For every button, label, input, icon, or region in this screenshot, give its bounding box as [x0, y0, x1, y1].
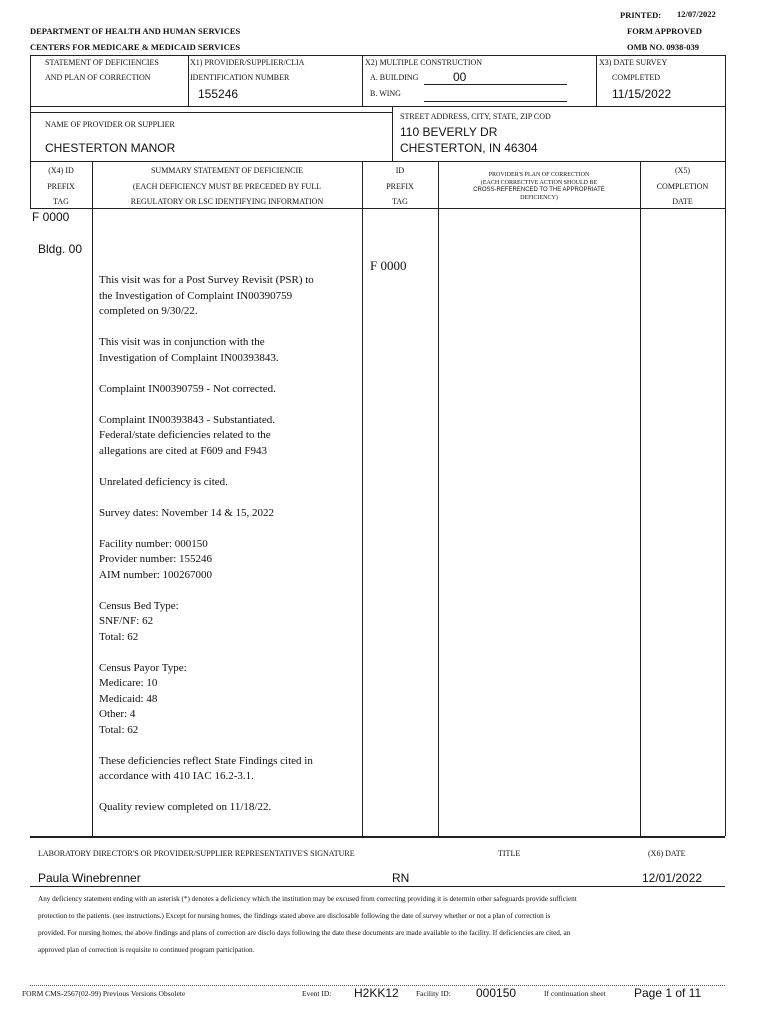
- rule: [725, 161, 726, 836]
- rule: [188, 55, 189, 106]
- summary-line: allegations are cited at F609 and F943: [99, 444, 268, 457]
- rule: [596, 55, 597, 106]
- building-label: A. BUILDING: [370, 73, 419, 82]
- summary-paragraph: [99, 413, 357, 460]
- summary-line: Complaint IN00393843 - Substantiated.: [99, 413, 275, 426]
- survey-date-value: 11/15/2022: [612, 87, 672, 101]
- printed-date: 12/07/2022: [677, 9, 716, 19]
- facility-id-value: 000150: [476, 986, 517, 1000]
- summary-line: AIM number: 100267000: [99, 568, 213, 581]
- summary-line: Medicaid: 48: [99, 692, 158, 705]
- id-header-2: PREFIX: [386, 182, 414, 191]
- event-id-value: H2KK12: [354, 986, 399, 1000]
- plan-header-3: CROSS-REFERENCED TO THE APPROPRIATE: [473, 187, 605, 193]
- x1-label: X1) PROVIDER/SUPPLIER/CLIA: [190, 58, 305, 67]
- building-value: 00: [453, 70, 467, 84]
- rule: [30, 106, 31, 161]
- x4-header: (X4) ID: [48, 166, 74, 175]
- x5-header-3: DATE: [672, 197, 693, 206]
- summary-paragraph: [99, 335, 357, 366]
- printed-label: PRINTED:: [620, 10, 662, 20]
- signature-name: Paula Winebrenner: [38, 871, 141, 885]
- summary-paragraph: [99, 599, 357, 646]
- summary-line: Unrelated deficiency is cited.: [99, 475, 228, 488]
- x4-header-2: PREFIX: [47, 182, 75, 191]
- event-id-label: Event ID:: [302, 989, 332, 998]
- summary-header-2: (EACH DEFICIENCY MUST BE PRECEDED BY FULL: [132, 182, 322, 191]
- rule: [30, 112, 392, 113]
- rule: [725, 55, 726, 106]
- provider-name-label: NAME OF PROVIDER OR SUPPLIER: [45, 120, 175, 129]
- tag-right: F 0000: [370, 258, 407, 273]
- summary-line: Total: 62: [99, 630, 139, 643]
- plan-header-2: (EACH CORRECTIVE ACTION SHOULD BE: [480, 180, 598, 186]
- rule: [640, 161, 641, 836]
- summary-line: Investigation of Complaint IN00393843.: [99, 351, 279, 364]
- summary-line: Survey dates: November 14 & 15, 2022: [99, 506, 275, 519]
- department-name: DEPARTMENT OF HEALTH AND HUMAN SERVICES: [30, 26, 241, 36]
- summary-paragraph: [99, 754, 357, 785]
- page-number: Page 1 of 11: [634, 986, 702, 1000]
- x5-header: (X5): [674, 166, 691, 175]
- x3-label-2: COMPLETED: [612, 73, 660, 82]
- address-label: STREET ADDRESS, CITY, STATE, ZIP COD: [400, 112, 551, 121]
- form-approved: FORM APPROVED: [627, 26, 702, 36]
- id-header-3: TAG: [392, 197, 408, 206]
- rule: [725, 106, 726, 161]
- summary-header: SUMMARY STATEMENT OF DEFICIENCIE: [150, 166, 304, 175]
- rule: [30, 161, 725, 162]
- plan-header-4: DEFICIENCY): [520, 195, 558, 201]
- rule: [438, 161, 439, 836]
- signature-title: RN: [392, 871, 410, 885]
- summary-paragraph: [99, 661, 357, 739]
- rule: [30, 106, 725, 107]
- statement-label-2: AND PLAN OF CORRECTION: [45, 73, 151, 82]
- summary-paragraph: [99, 475, 357, 491]
- provider-name-value: CHESTERTON MANOR: [45, 141, 176, 155]
- summary-line: the Investigation of Complaint IN00390759: [99, 289, 293, 302]
- rule: [362, 55, 363, 106]
- centers-name: CENTERS FOR MEDICARE & MEDICAID SERVICES: [30, 42, 241, 52]
- statement-label: STATEMENT OF DEFICIENCIES: [45, 58, 159, 67]
- summary-paragraph: [99, 506, 357, 522]
- facility-id-label: Facility ID:: [416, 989, 451, 998]
- summary-line: This visit was in conjunction with the: [99, 336, 265, 348]
- disclaimer: Any deficiency statement ending with an asterisk (*) denotes a deficiency which the institution may be excused from correcting providing it is determin other safeguards provide sufficient protection to the patients. (see instructions.) Except for nursing homes, the findings stated above are disclosable following the date of survey whether or not a plan of correction is provided. For nursing homes, the above findings and plans of correction are disclo days following the date these documents are made available to the facility. If deficiencies are cited, an approved plan of correction is requisite to continued program participation.: [38, 895, 577, 954]
- summary-line: Quality review completed on 11/18/22.: [99, 801, 272, 813]
- summary-paragraph: [99, 273, 357, 320]
- address-line-2: CHESTERTON, IN 46304: [400, 141, 538, 155]
- continuation-label: If continuation sheet: [544, 989, 606, 998]
- director-signature-label: LABORATORY DIRECTOR'S OR PROVIDER/SUPPLIER REPRESENTATIVE'S SIGNATURE: [38, 849, 355, 858]
- summary-paragraph: [99, 382, 357, 398]
- summary-line: Facility number: 000150: [99, 537, 208, 550]
- rule: [30, 55, 31, 106]
- omb-number: OMB NO. 0938-039: [627, 42, 700, 52]
- summary-line: Federal/state deficiencies related to the: [99, 429, 271, 441]
- summary-line: Other: 4: [99, 708, 136, 720]
- summary-line: Provider number: 155246: [99, 553, 213, 565]
- provider-id-value: 155246: [198, 87, 239, 101]
- x4-header-3: TAG: [53, 197, 69, 206]
- rule: [30, 836, 725, 838]
- summary-line: These deficiencies reflect State Findings cited in: [99, 754, 313, 767]
- rule: [392, 106, 393, 161]
- summary-line: Census Bed Type:: [99, 599, 179, 612]
- title-label: TITLE: [498, 849, 521, 858]
- summary-line: Complaint IN00390759 - Not corrected.: [99, 382, 276, 395]
- summary-line: Census Payor Type:: [99, 661, 187, 674]
- address-line-1: 110 BEVERLY DR: [400, 125, 498, 139]
- form-number: FORM CMS-2567(02-99) Previous Versions Obsolete: [22, 989, 186, 998]
- id-header: ID: [395, 166, 405, 175]
- summary-paragraph: [99, 800, 357, 816]
- summary-line: completed on 9/30/22.: [99, 305, 198, 317]
- rule: [30, 886, 725, 887]
- tag-left: F 0000: [32, 210, 70, 224]
- wing-underline: [424, 101, 567, 102]
- building-tag: Bldg. 00: [38, 242, 83, 256]
- signature-date: 12/01/2022: [642, 871, 703, 885]
- rule: [30, 208, 725, 209]
- building-underline: [424, 84, 567, 85]
- date-label: (X6) DATE: [648, 849, 686, 858]
- summary-header-3: REGULATORY OR LSC IDENTIFYING INFORMATION: [130, 197, 324, 206]
- summary-paragraph: [99, 537, 357, 584]
- summary-statement: [99, 273, 357, 831]
- plan-header: PROVIDER'S PLAN OF CORRECTION: [488, 172, 590, 178]
- rule: [92, 161, 93, 836]
- rule: [30, 55, 725, 56]
- summary-line: SNF/NF: 62: [99, 615, 154, 627]
- summary-line: Total: 62: [99, 723, 139, 736]
- summary-line: This visit was for a Post Survey Revisit (PSR) to: [99, 274, 314, 286]
- x2-label: X2) MULTIPLE CONSTRUCTION: [365, 58, 483, 67]
- x3-label: X3) DATE SURVEY: [599, 58, 668, 67]
- x5-header-2: COMPLETION: [656, 182, 709, 191]
- rule: [362, 161, 363, 836]
- summary-line: accordance with 410 IAC 16.2-3.1.: [99, 770, 254, 782]
- wing-label: B. WING: [370, 89, 401, 98]
- summary-line: Medicare: 10: [99, 677, 158, 689]
- x1-label-2: IDENTIFICATION NUMBER: [190, 73, 290, 82]
